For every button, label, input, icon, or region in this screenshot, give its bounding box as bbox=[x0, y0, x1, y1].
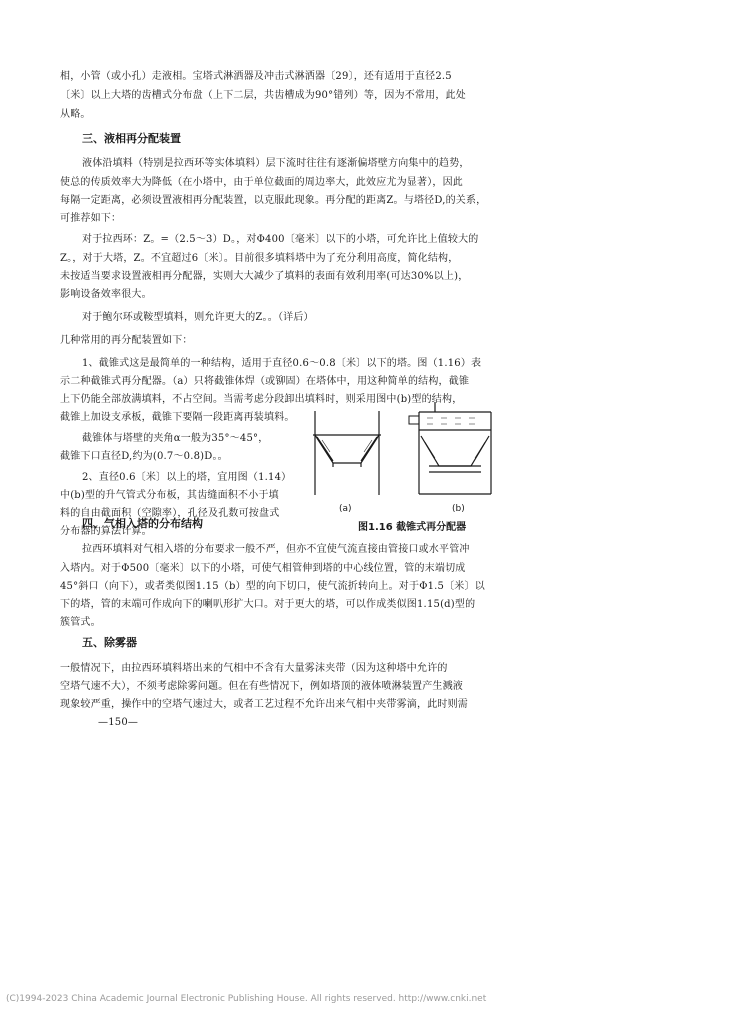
figure-b-drawing bbox=[405, 400, 505, 498]
item1-line-3: 上下仍能全部放满填料，不占空间。当需考虑分段卸出填料时，则采用图中(b)型的结构， bbox=[60, 394, 463, 405]
section3-heading: 三、液相再分配装置 bbox=[82, 132, 181, 145]
item2-line-2: 中(b)型的升气管式分布板，其齿缝面积不小于填 bbox=[60, 490, 279, 501]
s5-line-1: 一般情况下，由拉西环填料塔出来的气相中不含有大量雾沫夹带（因为这种塔中允许的 bbox=[60, 663, 448, 674]
figure-caption: 图1.16 截锥式再分配器 bbox=[358, 522, 467, 533]
s3-line-2: 使总的传质效率大为降低（在小塔中，由于单位截面的周边率大，此效应尤为显著），因此 bbox=[60, 177, 463, 188]
item1-line-2: 示二种截锥式再分配器。（a）只将截锥体焊（或铆固）在塔体中，用这种简单的结构，截锥 bbox=[60, 376, 470, 387]
item1-line-4: 截锥上加设支承板，截锥下要隔一段距离再装填料。 bbox=[60, 412, 295, 423]
item2-line-4: 分布器的算法计算。 bbox=[60, 526, 152, 537]
copyright-footer: (C)1994-2023 China Academic Journal Electronic Publishing House. All rights reserved. http://www.cnki.net bbox=[6, 994, 487, 1004]
item1-line-1: 1、截锥式这是最简单的一种结构，适用于直径0.6～0.8〔米〕以下的塔。图（1.16）表 bbox=[82, 358, 482, 369]
raschig-line-4: 影响设备效率很大。 bbox=[60, 289, 152, 300]
item2-line-3: 料的自由截面积（空隙率），孔径及孔数可按盘式 bbox=[60, 508, 280, 519]
s5-line-3: 现象较严重，操作中的空塔气速过大，或者工艺过程不允许出来气相中夹带雾滴，此时则需 bbox=[60, 699, 468, 710]
types-intro-line: 几种常用的再分配装置如下： bbox=[60, 335, 193, 346]
section4-heading: 四、气相入塔的分布结构 bbox=[82, 517, 203, 530]
pall-ring-line: 对于鲍尔环或鞍型填料，则允许更大的Z。。（详后） bbox=[82, 312, 314, 323]
s4-line-5: 簇管式。 bbox=[60, 617, 101, 628]
page-number: —150— bbox=[98, 717, 139, 728]
intro-line-2: 〔米〕以上大塔的齿槽式分布盘（上下二层，共齿槽成为90°错列）等，因为不常用，此处 bbox=[60, 90, 466, 101]
s3-line-1: 液体沿填料（特别是拉西环等实体填料）层下流时往往有逐渐偏塔壁方向集中的趋势， bbox=[82, 158, 470, 169]
figure-a-label: (a) bbox=[339, 504, 352, 514]
s3-line-3: 每隔一定距离，必须设置液相再分配装置，以克服此现象。再分配的距离Z。与塔径D,的关系， bbox=[60, 195, 487, 206]
item2-line-1: 2、直径0.6〔米〕以上的塔，宜用图（1.14） bbox=[82, 472, 292, 483]
s4-line-3: 45°斜口（向下），或者类似图1.15（b）型的向下切口，使气流折转向上。对于Φ1.5〔米〕以 bbox=[60, 581, 485, 592]
s4-line-2: 入塔内。对于Φ500〔毫米〕以下的小塔，可使气相管伸到塔的中心线位置，管的末端切成 bbox=[60, 563, 466, 574]
s4-line-1: 拉西环填料对气相入塔的分布要求一般不严，但亦不宜使气流直接由管接口或水平管冲 bbox=[82, 544, 470, 555]
s4-line-4: 下的塔，管的末端可作成向下的喇叭形扩大口。对于更大的塔，可以作成类似图1.15(d)型的 bbox=[60, 599, 476, 610]
raschig-line-2: Z。，对于大塔，Z。不宜超过6〔米〕。目前很多填料塔中为了充分利用高度，简化结构， bbox=[60, 253, 459, 264]
figure-b-label: (b) bbox=[452, 504, 465, 514]
item1-angle-line-2: 截锥下口直径D,约为(0.7～0.8)D。。 bbox=[60, 451, 228, 462]
raschig-line-3: 未按适当要求设置液相再分配器，实则大大减少了填料的表面有效利用率(可达30%以上)， bbox=[60, 271, 469, 282]
s3-line-4: 可推荐如下： bbox=[60, 213, 122, 224]
intro-line-3: 从略。 bbox=[60, 109, 91, 120]
raschig-line-1: 对于拉西环：Z。=（2.5～3）D。，对Φ400〔毫米〕以下的小塔，可允许比上值较大的 bbox=[82, 234, 479, 245]
item1-angle-line-1: 截锥体与塔壁的夹角α一般为35°～45°， bbox=[82, 433, 269, 444]
figure-a-drawing bbox=[303, 403, 393, 498]
intro-line-1: 相，小管（或小孔）走液相。宝塔式淋洒器及冲击式淋洒器〔29〕，还有适用于直径2.5 bbox=[60, 71, 452, 82]
s5-line-2: 空塔气速不大），不须考虑除雾问题。但在有些情况下，例如塔顶的液体喷淋装置产生溅液 bbox=[60, 681, 463, 692]
section5-heading: 五、除雾器 bbox=[82, 636, 137, 649]
